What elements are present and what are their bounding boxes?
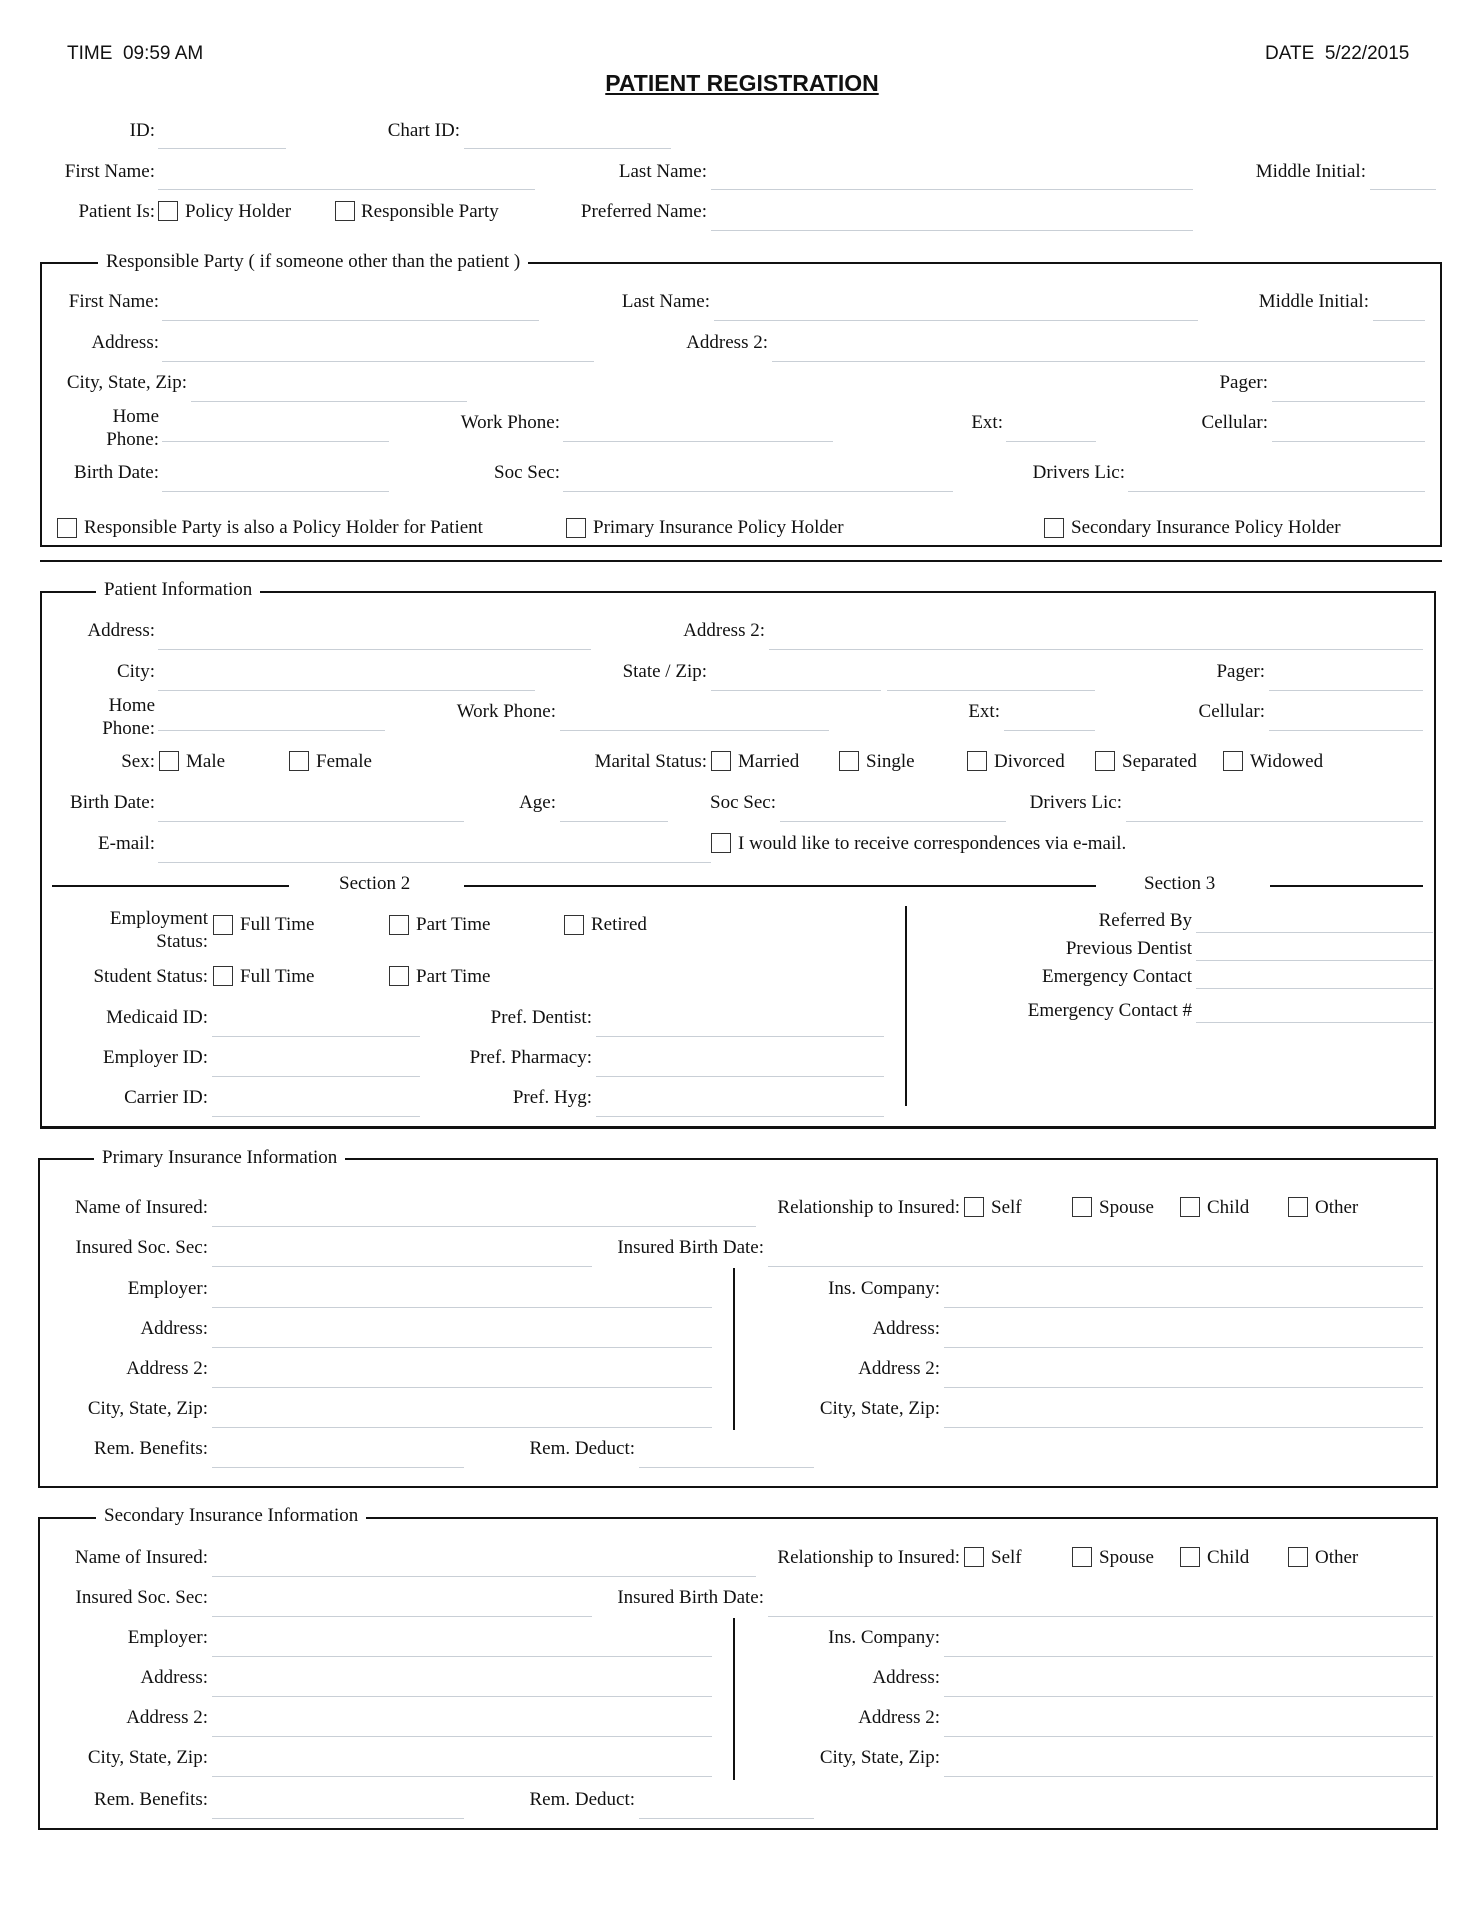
pt-age-label: Age: — [519, 792, 556, 813]
pri-soc-sec-field[interactable] — [212, 1266, 592, 1267]
pt-work-phone-label: Work Phone: — [456, 701, 556, 722]
emergency-contact-field[interactable] — [1196, 988, 1433, 989]
policy-holder-label: Policy Holder — [185, 201, 292, 222]
sec-relationship-label: Relationship to Insured: — [777, 1547, 960, 1568]
chart-id-field[interactable] — [464, 148, 671, 149]
pt-birth-date-label: Birth Date: — [70, 792, 155, 813]
sec-ins-city-state-zip-label: City, State, Zip: — [819, 1747, 940, 1768]
page-title: PATIENT REGISTRATION — [605, 70, 879, 96]
carrier-id-field[interactable] — [212, 1116, 420, 1117]
rp-last-name-label: Last Name: — [621, 291, 710, 312]
sec-employer-field[interactable] — [212, 1656, 712, 1657]
sec-birth-date-field[interactable] — [768, 1616, 1433, 1617]
rp-birth-date-field[interactable] — [162, 491, 389, 492]
pri-rem-deduct-field[interactable] — [639, 1467, 814, 1468]
section-divider — [905, 906, 907, 1106]
pt-widowed-label: Widowed — [1250, 751, 1324, 772]
sec-address-field[interactable] — [212, 1696, 712, 1697]
sec-spouse-checkbox[interactable] — [1072, 1547, 1092, 1567]
sec-rem-benefits-label: Rem. Benefits: — [94, 1789, 208, 1810]
responsible-party-legend: Responsible Party ( if someone other than the patient ) — [98, 251, 528, 273]
sec-city-state-zip-label: City, State, Zip: — [87, 1747, 208, 1768]
rp-address-label: Address: — [91, 332, 159, 353]
pri-column-divider — [733, 1268, 735, 1430]
rp-drivers-lic-field[interactable] — [1128, 491, 1425, 492]
pri-ins-city-state-zip-label: City, State, Zip: — [819, 1398, 940, 1419]
pt-email-opt-checkbox[interactable] — [711, 833, 731, 853]
pt-drivers-lic-field[interactable] — [1126, 821, 1423, 822]
pri-name-insured-field[interactable] — [212, 1226, 756, 1227]
date-label: DATE — [1265, 43, 1315, 64]
pt-address-field[interactable] — [158, 649, 591, 650]
sec-address-label: Address: — [140, 1667, 208, 1688]
sec-other-label: Other — [1315, 1547, 1359, 1568]
pt-home-label: Home — [108, 695, 155, 716]
sec-self-checkbox[interactable] — [964, 1547, 984, 1567]
preferred-name-label: Preferred Name: — [580, 201, 707, 222]
pt-work-phone-field[interactable] — [560, 730, 829, 731]
sec-soc-sec-label: Insured Soc. Sec: — [75, 1587, 208, 1608]
pt-sex-label: Sex: — [121, 751, 155, 772]
pref-pharmacy-field[interactable] — [596, 1076, 884, 1077]
rp-primary-holder-label: Primary Insurance Policy Holder — [593, 517, 844, 538]
middle-initial-field[interactable] — [1370, 189, 1436, 190]
patient-is-label: Patient Is: — [78, 201, 155, 222]
referred-by-field[interactable] — [1196, 932, 1433, 933]
date-stamp — [1265, 43, 1409, 65]
pri-ins-address2-label: Address 2: — [858, 1358, 940, 1379]
pref-dentist-field[interactable] — [596, 1036, 884, 1037]
middle-initial-label: Middle Initial: — [1255, 161, 1366, 182]
section2-rule-left — [52, 885, 289, 887]
preferred-name-field[interactable] — [711, 230, 1193, 231]
pri-ins-address-label: Address: — [872, 1318, 940, 1339]
pri-employer-field[interactable] — [212, 1307, 712, 1308]
rp-birth-date-label: Birth Date: — [74, 462, 159, 483]
pt-email-field[interactable] — [158, 862, 711, 863]
sec-city-state-zip-field[interactable] — [212, 1776, 712, 1777]
medicaid-id-label: Medicaid ID: — [106, 1007, 208, 1028]
pt-female-checkbox[interactable] — [289, 751, 309, 771]
pt-zip-field[interactable] — [887, 690, 1095, 691]
pt-male-label: Male — [186, 751, 226, 772]
sec-ins-company-field[interactable] — [944, 1656, 1433, 1657]
sec-spouse-label: Spouse — [1099, 1547, 1154, 1568]
rp-city-state-zip-field[interactable] — [191, 401, 467, 402]
pt-cellular-field[interactable] — [1269, 730, 1423, 731]
pt-female-label: Female — [316, 751, 372, 772]
rp-home-label: Home — [112, 406, 159, 427]
secondary-insurance-legend: Secondary Insurance Information — [96, 1505, 366, 1527]
pt-soc-sec-label: Soc Sec: — [710, 792, 776, 813]
pri-birth-date-label: Insured Birth Date: — [617, 1237, 764, 1258]
rp-also-policy-holder-checkbox[interactable] — [57, 518, 77, 538]
sec-employer-label: Employer: — [127, 1627, 208, 1648]
emp-retired-label: Retired — [591, 914, 647, 935]
responsible-party-label: Responsible Party — [361, 201, 499, 222]
pri-rem-benefits-field[interactable] — [212, 1467, 464, 1468]
student-full-time-label: Full Time — [240, 966, 315, 987]
pri-relationship-label: Relationship to Insured: — [777, 1197, 960, 1218]
date-value: 5/22/2015 — [1324, 43, 1410, 64]
rp-secondary-holder-label: Secondary Insurance Policy Holder — [1071, 517, 1341, 538]
carrier-id-label: Carrier ID: — [124, 1087, 208, 1108]
rp-soc-sec-field[interactable] — [563, 491, 953, 492]
pt-drivers-lic-label: Drivers Lic: — [1029, 792, 1122, 813]
sec-other-checkbox[interactable] — [1288, 1547, 1308, 1567]
sec-name-insured-label: Name of Insured: — [75, 1547, 208, 1568]
pri-soc-sec-label: Insured Soc. Sec: — [75, 1237, 208, 1258]
id-field[interactable] — [158, 148, 286, 149]
sec-birth-date-label: Insured Birth Date: — [617, 1587, 764, 1608]
rp-address2-label: Address 2: — [686, 332, 768, 353]
pri-rem-benefits-label: Rem. Benefits: — [94, 1438, 208, 1459]
student-part-time-label: Part Time — [416, 966, 491, 987]
pri-city-state-zip-label: City, State, Zip: — [87, 1398, 208, 1419]
section3-rule-right — [1270, 885, 1423, 887]
pri-self-checkbox[interactable] — [964, 1197, 984, 1217]
pref-pharmacy-label: Pref. Pharmacy: — [469, 1047, 592, 1068]
last-name-label: Last Name: — [618, 161, 707, 182]
pt-male-checkbox[interactable] — [159, 751, 179, 771]
emp-part-time-label: Part Time — [416, 914, 491, 935]
rp-soc-sec-label: Soc Sec: — [494, 462, 560, 483]
sec-ins-company-label: Ins. Company: — [828, 1627, 940, 1648]
first-name-label: First Name: — [64, 161, 155, 182]
sec-rem-benefits-field[interactable] — [212, 1818, 464, 1819]
pri-ins-address-field[interactable] — [944, 1347, 1423, 1348]
pt-address2-label: Address 2: — [683, 620, 765, 641]
pt-birth-date-field[interactable] — [158, 821, 464, 822]
rp-secondary-holder-checkbox[interactable] — [1044, 518, 1064, 538]
sec-rem-deduct-label: Rem. Deduct: — [529, 1789, 635, 1810]
pri-employer-label: Employer: — [127, 1278, 208, 1299]
rp-work-phone-label: Work Phone: — [460, 412, 560, 433]
pt-marital-status-label: Marital Status: — [594, 751, 707, 772]
sec-child-checkbox[interactable] — [1180, 1547, 1200, 1567]
rp-ext-label: Ext: — [971, 412, 1003, 433]
sec-self-label: Self — [991, 1547, 1022, 1568]
pri-address-label: Address: — [140, 1318, 208, 1339]
pt-single-checkbox[interactable] — [839, 751, 859, 771]
rp-address2-field[interactable] — [772, 361, 1425, 362]
first-name-field[interactable] — [158, 189, 535, 190]
pri-name-insured-label: Name of Insured: — [75, 1197, 208, 1218]
pri-address-field[interactable] — [212, 1347, 712, 1348]
rp-city-state-zip-label: City, State, Zip: — [66, 372, 187, 393]
emp-retired-checkbox[interactable] — [564, 915, 584, 935]
sec-address2-field[interactable] — [212, 1736, 712, 1737]
responsible-party-checkbox[interactable] — [335, 201, 355, 221]
sec-ins-address-label: Address: — [872, 1667, 940, 1688]
sec-ins-address-field[interactable] — [944, 1696, 1433, 1697]
pt-soc-sec-field[interactable] — [780, 821, 1006, 822]
pri-ins-address2-field[interactable] — [944, 1387, 1423, 1388]
student-full-time-checkbox[interactable] — [213, 966, 233, 986]
pref-hyg-label: Pref. Hyg: — [512, 1087, 592, 1108]
pt-ext-label: Ext: — [968, 701, 1000, 722]
rp-cellular-field[interactable] — [1272, 441, 1425, 442]
pt-cellular-label: Cellular: — [1198, 701, 1265, 722]
emp-full-time-label: Full Time — [240, 914, 315, 935]
pt-pager-label: Pager: — [1216, 661, 1265, 682]
pri-birth-date-field[interactable] — [768, 1266, 1423, 1267]
pt-email-label: E-mail: — [98, 833, 155, 854]
emergency-contact-number-field[interactable] — [1196, 1022, 1433, 1023]
employment-status-label: Status: — [156, 931, 208, 952]
pt-divorced-checkbox[interactable] — [967, 751, 987, 771]
sec-soc-sec-field[interactable] — [212, 1616, 592, 1617]
rp-pager-label: Pager: — [1219, 372, 1268, 393]
emp-part-time-checkbox[interactable] — [389, 915, 409, 935]
rp-middle-initial-field[interactable] — [1373, 320, 1425, 321]
sec-column-divider — [733, 1618, 735, 1780]
section2-heading: Section 2 — [339, 873, 411, 894]
emergency-contact-number-label: Emergency Contact # — [1027, 1000, 1192, 1021]
employment-label: Employment — [109, 908, 208, 929]
pref-dentist-label: Pref. Dentist: — [490, 1007, 592, 1028]
employer-id-label: Employer ID: — [102, 1047, 208, 1068]
pri-other-label: Other — [1315, 1197, 1359, 1218]
chart-id-label: Chart ID: — [387, 120, 460, 141]
rp-also-policy-holder-label: Responsible Party is also a Policy Holder for Patient — [84, 517, 483, 538]
rp-pager-field[interactable] — [1272, 401, 1425, 402]
sec-address2-label: Address 2: — [126, 1707, 208, 1728]
rp-home-phone-field[interactable] — [162, 441, 389, 442]
emergency-contact-label: Emergency Contact — [1041, 966, 1192, 987]
previous-dentist-label: Previous Dentist — [1065, 938, 1192, 959]
pt-age-field[interactable] — [560, 821, 668, 822]
pt-married-checkbox[interactable] — [711, 751, 731, 771]
pt-city-field[interactable] — [158, 690, 535, 691]
pri-spouse-checkbox[interactable] — [1072, 1197, 1092, 1217]
sec-ins-city-state-zip-field[interactable] — [944, 1776, 1433, 1777]
emp-full-time-checkbox[interactable] — [213, 915, 233, 935]
pt-married-label: Married — [738, 751, 800, 772]
pt-pager-field[interactable] — [1269, 690, 1423, 691]
pt-home-phone-field[interactable] — [158, 730, 385, 731]
pri-ins-city-state-zip-field[interactable] — [944, 1427, 1423, 1428]
rp-drivers-lic-label: Drivers Lic: — [1032, 462, 1125, 483]
pt-address2-field[interactable] — [769, 649, 1423, 650]
rp-address-field[interactable] — [162, 361, 594, 362]
policy-holder-checkbox[interactable] — [158, 201, 178, 221]
id-label: ID: — [129, 120, 155, 141]
pt-email-opt-label: I would like to receive correspondences via e-mail. — [738, 833, 1127, 854]
pri-rem-deduct-label: Rem. Deduct: — [529, 1438, 635, 1459]
section3-heading: Section 3 — [1144, 873, 1216, 894]
pri-ins-company-label: Ins. Company: — [828, 1278, 940, 1299]
sec-ins-address2-label: Address 2: — [858, 1707, 940, 1728]
pt-divorced-label: Divorced — [994, 751, 1065, 772]
pri-child-checkbox[interactable] — [1180, 1197, 1200, 1217]
rp-phone-label: Phone: — [106, 429, 159, 450]
responsible-party-bottom-rule — [40, 560, 1442, 562]
rp-work-phone-field[interactable] — [563, 441, 833, 442]
primary-insurance-legend: Primary Insurance Information — [94, 1147, 345, 1169]
rp-cellular-label: Cellular: — [1201, 412, 1268, 433]
pt-ext-field[interactable] — [1004, 730, 1095, 731]
pt-city-label: City: — [116, 661, 155, 682]
pri-address2-label: Address 2: — [126, 1358, 208, 1379]
pri-ins-company-field[interactable] — [944, 1307, 1423, 1308]
pt-address-label: Address: — [87, 620, 155, 641]
pri-self-label: Self — [991, 1197, 1022, 1218]
pri-other-checkbox[interactable] — [1288, 1197, 1308, 1217]
rp-ext-field[interactable] — [1006, 441, 1096, 442]
rp-middle-initial-label: Middle Initial: — [1258, 291, 1369, 312]
rp-last-name-field[interactable] — [714, 320, 1198, 321]
pri-child-label: Child — [1207, 1197, 1250, 1218]
pt-separated-label: Separated — [1122, 751, 1197, 772]
referred-by-label: Referred By — [1098, 910, 1192, 931]
pri-address2-field[interactable] — [212, 1387, 712, 1388]
pt-widowed-checkbox[interactable] — [1223, 751, 1243, 771]
pri-spouse-label: Spouse — [1099, 1197, 1154, 1218]
pri-city-state-zip-field[interactable] — [212, 1427, 712, 1428]
rp-first-name-label: First Name: — [68, 291, 159, 312]
time-stamp — [67, 43, 203, 65]
student-status-label: Student Status: — [93, 966, 208, 987]
pt-phone-label: Phone: — [102, 718, 155, 739]
sec-rem-deduct-field[interactable] — [639, 1818, 814, 1819]
pt-state-field[interactable] — [711, 690, 881, 691]
patient-information-legend: Patient Information — [96, 579, 260, 601]
pt-single-label: Single — [866, 751, 915, 772]
section2-rule-right — [464, 885, 1096, 887]
sec-child-label: Child — [1207, 1547, 1250, 1568]
rp-primary-holder-checkbox[interactable] — [566, 518, 586, 538]
medicaid-id-field[interactable] — [212, 1036, 420, 1037]
pt-separated-checkbox[interactable] — [1095, 751, 1115, 771]
sec-ins-address2-field[interactable] — [944, 1736, 1433, 1737]
rp-first-name-field[interactable] — [162, 320, 539, 321]
pt-state-zip-label: State / Zip: — [622, 661, 707, 682]
sec-name-insured-field[interactable] — [212, 1576, 756, 1577]
pref-hyg-field[interactable] — [596, 1116, 884, 1117]
patient-bottom-rule — [40, 1126, 1436, 1128]
previous-dentist-field[interactable] — [1196, 960, 1433, 961]
student-part-time-checkbox[interactable] — [389, 966, 409, 986]
time-label: TIME — [67, 43, 113, 64]
employer-id-field[interactable] — [212, 1076, 420, 1077]
time-value: 09:59 AM — [122, 43, 204, 64]
last-name-field[interactable] — [711, 189, 1193, 190]
